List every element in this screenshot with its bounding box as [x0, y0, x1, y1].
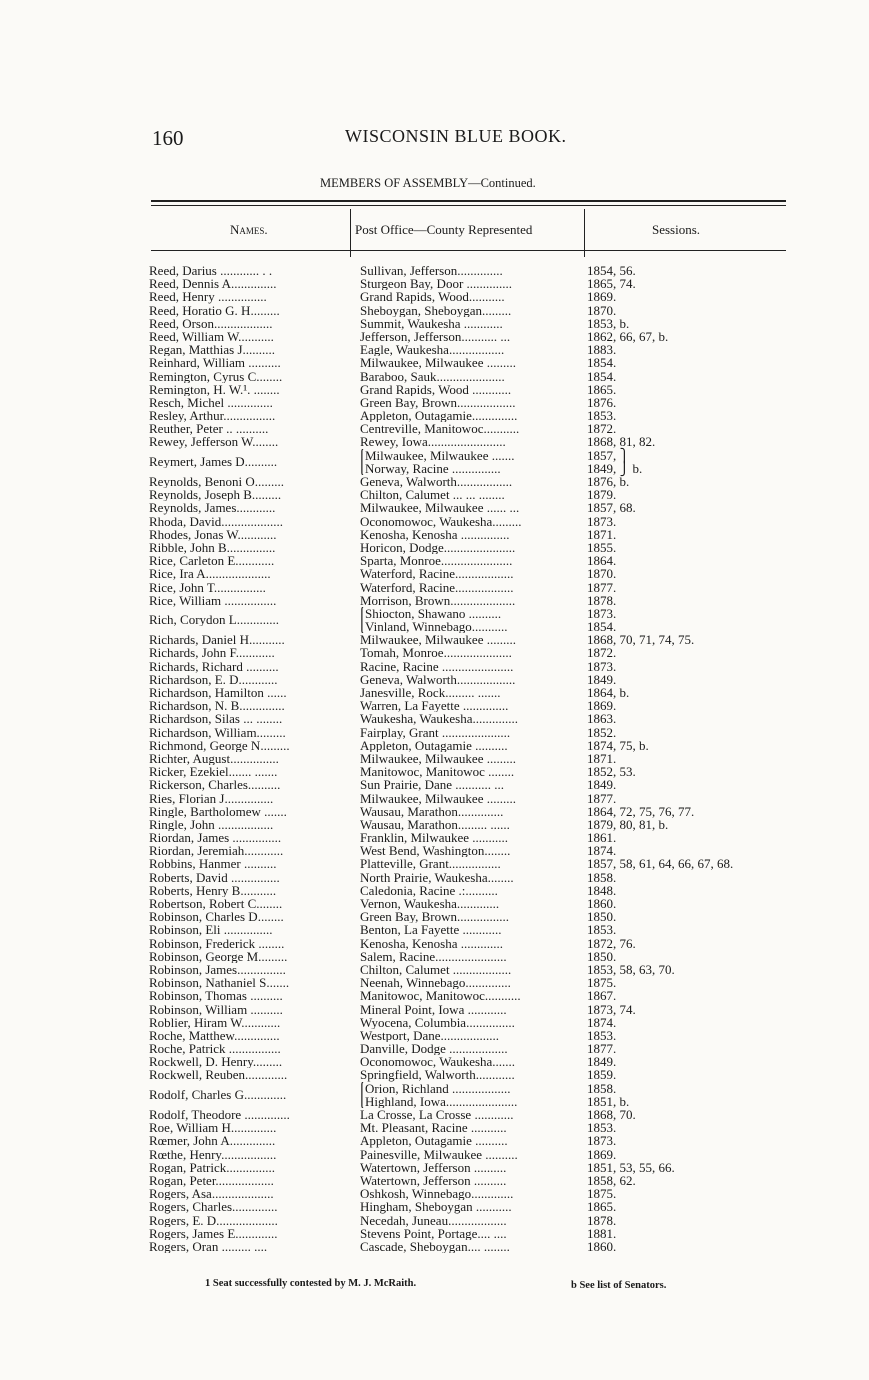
post-office: Watertown, Jefferson ..........	[360, 1173, 507, 1188]
member-name: Roche, Patrick ................	[149, 1042, 281, 1056]
post-office: Horicon, Dodge......................	[360, 540, 516, 555]
member-name: Robinson, Charles D........	[149, 910, 284, 924]
post-office: Stevens Point, Portage.... ....	[360, 1226, 507, 1240]
post-office: Sturgeon Bay, Door ..............	[360, 277, 513, 291]
sessions: 1849, ⎭ b.	[587, 460, 643, 476]
sessions: 1877.	[587, 1041, 617, 1057]
header-sessions: Sessions.	[652, 222, 701, 237]
member-name: Reynolds, Benoni O.........	[149, 475, 285, 489]
post-office: Fairplay, Grant .....................	[360, 725, 511, 739]
post-office: Norway, Racine ...............	[365, 461, 501, 475]
post-office: Hingham, Sheboygan ...........	[360, 1200, 512, 1214]
post-office-group	[357, 1082, 582, 1108]
post-office: Mineral Point, Iowa ............	[360, 1002, 507, 1016]
page-number: 160	[152, 126, 184, 150]
member-name: Robinson, James...............	[149, 962, 286, 977]
member-name: Roe, William H..............	[149, 1121, 277, 1135]
sessions: 1854, 56.	[587, 263, 636, 278]
sessions: 1874.	[587, 1014, 617, 1030]
member-name: Ricker, Ezekiel....... .......	[149, 765, 278, 779]
post-office: Milwaukee, Milwaukee .......	[365, 448, 515, 462]
member-name: Rockwell, D. Henry.........	[149, 1055, 283, 1069]
member-name: Rewey, Jefferson W........	[149, 435, 279, 449]
post-office: Westport, Dane..................	[360, 1028, 500, 1043]
post-office: Benton, La Fayette ............	[360, 923, 502, 937]
post-office: Manitowoc, Manitowoc ........	[360, 765, 515, 779]
member-name: Reed, Henry ...............	[149, 290, 267, 304]
post-office: Sparta, Monroe......................	[360, 554, 513, 568]
post-office: Milwaukee, Milwaukee .........	[360, 633, 516, 647]
sessions: 1874.	[587, 843, 617, 859]
post-office: Oconomowoc, Waukesha.......	[360, 1055, 516, 1069]
brace-icon: ⎧	[357, 606, 367, 621]
post-office: Vinland, Winnebago...........	[365, 620, 508, 634]
top-rule	[151, 200, 786, 202]
post-office: Orion, Richland ..................	[365, 1081, 511, 1095]
member-name: Reed, Orson..................	[149, 316, 273, 330]
post-office: Chilton, Calumet ..................	[360, 962, 512, 977]
sessions: 1853, 58, 63, 70.	[587, 961, 675, 977]
member-name: Robertson, Robert C........	[149, 897, 283, 911]
post-office: Salem, Racine......................	[360, 949, 507, 963]
sessions: 1852.	[587, 724, 617, 740]
post-office: North Prairie, Waukesha........	[360, 870, 514, 884]
member-name: Rhodes, Jonas W............	[149, 527, 277, 541]
member-name: Richmond, George N.........	[149, 738, 290, 752]
sessions-group	[587, 1082, 629, 1108]
sessions: 1865.	[587, 381, 617, 397]
sessions: 1870.	[587, 302, 617, 318]
sessions: 1878.	[587, 1212, 617, 1228]
header-rule	[151, 250, 786, 251]
member-name: Richards, Daniel H...........	[149, 633, 285, 647]
post-office: Springfield, Walworth............	[360, 1068, 515, 1082]
sessions: 1853, b.	[587, 315, 630, 331]
brace-icon: ⎧	[357, 1081, 367, 1095]
post-office: Manitowoc, Manitowoc...........	[360, 989, 521, 1003]
sessions: 1876.	[587, 394, 617, 410]
sessions: 1876, b.	[587, 474, 630, 490]
member-name: Rogers, Asa...................	[149, 1187, 274, 1201]
post-office: Waterford, Racine..................	[360, 580, 514, 594]
post-office: Morrison, Brown....................	[360, 593, 516, 607]
member-name: Rogers, James E.............	[149, 1226, 278, 1240]
post-office: Sullivan, Jefferson..............	[360, 264, 503, 278]
post-office: La Crosse, La Crosse ............	[360, 1108, 514, 1122]
sessions: 1854.	[587, 368, 617, 384]
member-name: Robinson, Frederick ........	[149, 936, 285, 950]
post-office: Appleton, Outagamie ..........	[360, 1134, 508, 1148]
member-name: Robinson, William ..........	[149, 1002, 283, 1016]
sessions: 1864, 72, 75, 76, 77.	[587, 803, 695, 819]
member-name: Reynolds, Joseph B.........	[149, 488, 282, 502]
sessions: 1857, ⎫	[587, 447, 630, 463]
sessions: 1879.	[587, 487, 617, 503]
member-name: Richards, Richard ..........	[149, 659, 279, 673]
post-office: Green Bay, Brown................	[360, 910, 509, 924]
post-office: Chilton, Calumet ... ... ........	[360, 488, 505, 502]
sessions: 1872.	[587, 421, 617, 437]
sessions: 1873.	[587, 605, 617, 621]
sessions: 1853.	[587, 408, 617, 424]
post-office: Geneva, Walworth.................	[360, 475, 513, 489]
member-name: Rogers, Charles..............	[149, 1200, 278, 1214]
member-name: Rœmer, John A..............	[149, 1134, 276, 1148]
member-name: Resley, Arthur................	[149, 409, 276, 423]
member-name: Ringle, John .................	[149, 817, 274, 832]
post-office: Necedah, Juneau..................	[360, 1213, 507, 1227]
post-office: Appleton, Outagamie ..........	[360, 738, 508, 752]
post-office: Appleton, Outagamie..............	[360, 409, 518, 423]
member-name: Rhoda, David...................	[149, 514, 283, 528]
sessions: 1849.	[587, 671, 617, 687]
member-name: Rice, John T................	[149, 580, 266, 594]
sessions: 1877.	[587, 579, 617, 595]
sessions: 1853.	[587, 922, 617, 938]
sessions: 1864, b.	[587, 685, 630, 701]
sessions: 1863.	[587, 711, 617, 727]
sessions-group	[587, 607, 616, 633]
sessions: 1865.	[587, 1199, 617, 1215]
member-name: Roberts, David ...............	[149, 870, 280, 884]
sessions: 1870.	[587, 566, 617, 582]
member-name: Regan, Matthias J..........	[149, 343, 276, 357]
post-office: Danville, Dodge ..................	[360, 1042, 508, 1056]
post-office: Shiocton, Shawano ..........	[365, 606, 502, 621]
member-name: Reed, William W...........	[149, 329, 274, 344]
post-office: Centreville, Manitowoc...........	[360, 422, 520, 436]
member-name: Reed, Dennis A..............	[149, 277, 277, 291]
post-office: Janesville, Rock......... .......	[360, 686, 501, 700]
post-office: Vernon, Waukesha.............	[360, 897, 500, 911]
post-office: Milwaukee, Milwaukee .........	[360, 356, 516, 370]
post-office: Waterford, Racine..................	[360, 567, 514, 581]
post-office: Sheboygan, Sheboygan.........	[360, 303, 512, 317]
member-name: Rockwell, Reuben.............	[149, 1068, 288, 1082]
post-office: Kenosha, Kenosha .............	[360, 936, 503, 950]
member-name: Robbins, Hanmer ..........	[149, 857, 277, 871]
running-head: WISCONSIN BLUE BOOK.	[345, 126, 567, 146]
sessions: 1872.	[587, 645, 617, 661]
member-name: Reuther, Peter .. ..........	[149, 422, 269, 436]
sessions: 1857, 68.	[587, 500, 636, 516]
sessions: 1874, 75, b.	[587, 737, 649, 753]
post-office-group	[357, 449, 582, 475]
sessions: 1869.	[587, 289, 617, 305]
member-name: Rogan, Patrick...............	[149, 1160, 276, 1174]
sessions: 1861.	[587, 830, 617, 846]
post-office: Rewey, Iowa........................	[360, 435, 506, 449]
section-title: MEMBERS OF ASSEMBLY—Continued.	[320, 176, 536, 190]
footnote-senators: b See list of Senators.	[571, 1280, 667, 1291]
member-name: Rogan, Peter..................	[149, 1173, 274, 1188]
member-name: Rogers, E. D...................	[149, 1213, 278, 1227]
sessions: 1873.	[587, 513, 617, 529]
sessions: 1877.	[587, 790, 617, 806]
header-names: Names.	[230, 222, 268, 237]
sessions: 1868, 81, 82.	[587, 434, 656, 450]
member-name: Ribble, John B...............	[149, 540, 276, 555]
sessions: 1859.	[587, 1067, 617, 1083]
post-office: Milwaukee, Milwaukee ...... ...	[360, 501, 520, 515]
member-name: Ries, Florian J...............	[149, 791, 274, 805]
sessions: 1860.	[587, 1238, 617, 1254]
post-office: Franklin, Milwaukee ...........	[360, 831, 509, 845]
sessions: 1853.	[587, 1120, 617, 1136]
member-name: Richards, John F............	[149, 646, 275, 660]
member-name: Rickerson, Charles..........	[149, 778, 281, 792]
top-rule-thin	[151, 205, 786, 206]
post-office: Eagle, Waukesha.................	[360, 343, 505, 357]
post-office: Highland, Iowa......................	[365, 1094, 518, 1109]
post-office: Green Bay, Brown..................	[360, 395, 516, 410]
sessions: 1871.	[587, 750, 617, 766]
post-office: Oshkosh, Winnebago.............	[360, 1187, 514, 1201]
sessions: 1858.	[587, 869, 617, 885]
sessions: 1873.	[587, 658, 617, 674]
post-office: Cascade, Sheboygan.... ........	[360, 1239, 510, 1254]
sessions: 1857, 58, 61, 64, 66, 67, 68.	[587, 856, 734, 872]
post-office: Milwaukee, Milwaukee .........	[360, 751, 516, 766]
member-name: Rœthe, Henry.................	[149, 1147, 277, 1161]
footnote-contested: 1 Seat successfully contested by M. J. McRaith.	[205, 1278, 417, 1289]
sessions: 1872, 76.	[587, 935, 636, 951]
sessions: 1875.	[587, 1186, 617, 1202]
sessions: 1849.	[587, 777, 617, 793]
member-name: Robinson, Eli ...............	[149, 923, 273, 937]
post-office: Platteville, Grant................	[360, 857, 501, 871]
post-office: Neenah, Winnebago..............	[360, 976, 511, 990]
member-name: Richardson, Silas ... ........	[149, 712, 283, 726]
member-name: Ringle, Bartholomew .......	[149, 804, 287, 818]
member-name: Rodolf, Charles G.............	[149, 1087, 287, 1101]
post-office: Warren, La Fayette ..............	[360, 699, 509, 713]
sessions: 1881.	[587, 1225, 617, 1241]
post-office: Grand Rapids, Wood...........	[360, 290, 505, 304]
sessions: 1858, 62.	[587, 1172, 636, 1188]
post-office: Wausau, Marathon......... ......	[360, 817, 510, 832]
post-office-group	[357, 607, 582, 633]
member-name: Roblier, Hiram W............	[149, 1015, 281, 1029]
sessions: 1865, 74.	[587, 276, 636, 292]
member-name: Richardson, William.........	[149, 725, 286, 739]
sessions: 1852, 53.	[587, 764, 636, 780]
sessions: 1875.	[587, 975, 617, 991]
member-name: Rice, William ................	[149, 593, 277, 607]
brace-icon: ⎧	[357, 448, 367, 462]
post-office: Racine, Racine ......................	[360, 659, 514, 673]
sessions: 1848.	[587, 882, 617, 898]
post-office: Wausau, Marathon..............	[360, 804, 504, 818]
post-office: Wyocena, Columbia...............	[360, 1015, 515, 1029]
sessions: 1853.	[587, 1027, 617, 1043]
member-name: Rodolf, Theodore ..............	[149, 1108, 290, 1122]
post-office: West Bend, Washington........	[360, 844, 511, 858]
post-office: Oconomowoc, Waukesha.........	[360, 514, 522, 528]
post-office: Baraboo, Sauk.....................	[360, 369, 505, 383]
sessions: 1869.	[587, 1146, 617, 1162]
post-office: Milwaukee, Milwaukee .........	[360, 791, 516, 805]
sessions: 1873, 74.	[587, 1001, 636, 1017]
member-name: Rich, Corydon L.............	[149, 612, 279, 627]
post-office: Grand Rapids, Wood ............	[360, 382, 512, 396]
post-office: Painesville, Milwaukee ..........	[360, 1147, 518, 1161]
sessions: 1855.	[587, 539, 617, 555]
post-office: Summit, Waukesha ............	[360, 316, 503, 330]
member-name: Robinson, George M.........	[149, 949, 288, 963]
member-name: Richardson, N. B..............	[149, 699, 285, 713]
post-office: Watertown, Jefferson ..........	[360, 1160, 507, 1174]
sessions: 1868, 70.	[587, 1107, 636, 1123]
member-name: Reed, Horatio G. H.........	[149, 303, 280, 317]
member-name: Richter, August...............	[149, 751, 279, 766]
member-name: Richardson, Hamilton ......	[149, 686, 287, 700]
member-name: Roberts, Henry B...........	[149, 883, 277, 898]
member-name: Rice, Ira A....................	[149, 567, 271, 581]
sessions: 1850.	[587, 909, 617, 925]
sessions: 1873.	[587, 1133, 617, 1149]
brace-icon: ⎩	[357, 461, 367, 475]
member-name: Remington, H. W.¹. ........	[149, 382, 280, 396]
sessions: 1868, 70, 71, 74, 75.	[587, 632, 695, 648]
post-office: Caledonia, Racine .:..........	[360, 883, 498, 898]
post-office: Waukesha, Waukesha..............	[360, 712, 518, 726]
sessions: 1867.	[587, 988, 617, 1004]
sessions: 1858.	[587, 1080, 617, 1096]
sessions: 1860.	[587, 896, 617, 912]
sessions: 1851, b.	[587, 1093, 630, 1109]
sessions: 1849.	[587, 1054, 617, 1070]
post-office: Mt. Pleasant, Racine ...........	[360, 1121, 507, 1135]
member-name: Rice, Carleton E............	[149, 554, 275, 568]
member-name: Riordan, James ...............	[149, 831, 282, 845]
post-office: Geneva, Walworth..................	[360, 672, 516, 687]
member-name: Riordan, Jeremiah............	[149, 844, 284, 858]
member-name: Richardson, E. D............	[149, 672, 278, 687]
sessions: 1869.	[587, 698, 617, 714]
member-name: Reynolds, James............	[149, 501, 276, 515]
sessions: 1879, 80, 81, b.	[587, 816, 669, 832]
sessions: 1854.	[587, 619, 617, 635]
member-name: Resch, Michel ..............	[149, 395, 273, 410]
sessions: 1871.	[587, 526, 617, 542]
post-office: Kenosha, Kenosha ...............	[360, 527, 510, 541]
sessions: 1878.	[587, 592, 617, 608]
member-name: Robinson, Thomas ..........	[149, 989, 283, 1003]
post-office: Sun Prairie, Dane ........... ...	[360, 778, 505, 792]
member-name: Robinson, Nathaniel S.......	[149, 976, 290, 990]
brace-icon: ⎩	[357, 620, 367, 634]
sessions: 1854.	[587, 355, 617, 371]
sessions: 1883.	[587, 342, 617, 358]
post-office: Tomah, Monroe.....................	[360, 646, 512, 660]
member-name: Roche, Matthew..............	[149, 1028, 280, 1043]
member-name: Reed, Darius ............ . .	[149, 264, 273, 278]
sessions: 1864.	[587, 553, 617, 569]
member-name: Reinhard, William ..........	[149, 356, 281, 370]
sessions: 1850.	[587, 948, 617, 964]
member-name: Reymert, James D..........	[149, 454, 278, 468]
post-office: Jefferson, Jefferson........... ...	[360, 329, 511, 344]
sessions-group	[587, 449, 642, 475]
sessions: 1862, 66, 67, b.	[587, 328, 669, 344]
header-post-office: Post Office—County Represented	[355, 222, 533, 237]
sessions: 1851, 53, 55, 66.	[587, 1159, 675, 1175]
member-name: Remington, Cyrus C........	[149, 369, 283, 383]
brace-icon: ⎩	[357, 1094, 367, 1109]
member-name: Rogers, Oran ......... ....	[149, 1239, 268, 1254]
